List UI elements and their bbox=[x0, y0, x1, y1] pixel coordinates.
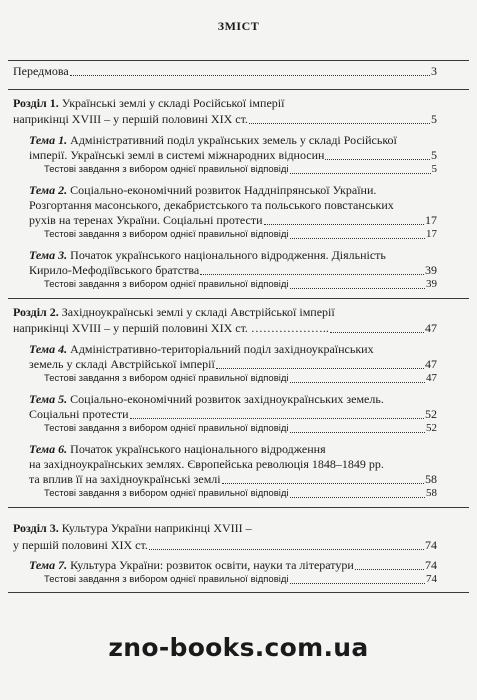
topic-entry-line[interactable]: Кирило-Мефодіївського братства 39 bbox=[29, 263, 437, 277]
topic-entry[interactable]: Тема 4. Адміністративно-територіальний поділ західноукраїнських bbox=[29, 342, 374, 356]
topic-entry-line[interactable]: Розгортання масонського, декабристського та польського повстанських bbox=[29, 198, 394, 212]
leader-dots bbox=[249, 123, 430, 124]
page-number: 3 bbox=[431, 64, 437, 78]
test-entry[interactable]: Тестові завдання з вибором однієї правильної відповіді 47 bbox=[44, 372, 437, 384]
topic-entry[interactable]: Тема 2. Соціально-економічний розвиток Наддніпрянської України. bbox=[29, 183, 377, 197]
section-heading-line[interactable]: наприкінці XVIII – у першій половині XIX ст. 5 bbox=[13, 112, 437, 126]
leader-dots bbox=[264, 224, 424, 225]
page-number: 39 bbox=[426, 278, 437, 290]
section-heading-line[interactable]: наприкінці XVIII – у першій половині XIX ст. ……………….. 47 bbox=[13, 321, 437, 335]
topic-entry[interactable]: Тема 3. Початок українського національного відродження. Діяльність bbox=[29, 248, 386, 262]
divider bbox=[8, 592, 469, 593]
leader-dots bbox=[70, 75, 430, 76]
page-number: 58 bbox=[425, 472, 437, 486]
page-number: 39 bbox=[425, 263, 437, 277]
page-number: 47 bbox=[425, 321, 437, 335]
test-entry[interactable]: Тестові завдання з вибором однієї правильної відповіді 5 bbox=[44, 163, 437, 175]
leader-dots bbox=[149, 549, 424, 550]
leader-dots bbox=[290, 382, 425, 383]
leader-dots bbox=[216, 368, 424, 369]
divider bbox=[8, 507, 469, 508]
page-number: 5 bbox=[431, 112, 437, 126]
leader-dots bbox=[330, 332, 424, 333]
test-entry[interactable]: Тестові завдання з вибором однієї правильної відповіді 39 bbox=[44, 278, 437, 290]
topic-entry-line[interactable]: рухів на теренах України. Соціальні протести 17 bbox=[29, 213, 437, 227]
page-number: 52 bbox=[425, 407, 437, 421]
divider bbox=[8, 89, 469, 90]
leader-dots bbox=[222, 483, 424, 484]
page-number: 17 bbox=[426, 228, 437, 240]
topic-entry[interactable]: Тема 5. Соціально-економічний розвиток західноукраїнських земель. bbox=[29, 392, 384, 406]
test-entry[interactable]: Тестові завдання з вибором однієї правильної відповіді 74 bbox=[44, 573, 437, 585]
test-entry[interactable]: Тестові завдання з вибором однієї правильної відповіді 58 bbox=[44, 487, 437, 499]
leader-dots bbox=[325, 159, 430, 160]
page-number: 74 bbox=[426, 573, 437, 585]
page-number: 47 bbox=[425, 357, 437, 371]
page-number: 58 bbox=[426, 487, 437, 499]
leader-dots bbox=[290, 238, 425, 239]
test-entry[interactable]: Тестові завдання з вибором однієї правильної відповіді 17 bbox=[44, 228, 437, 240]
page-number: 52 bbox=[426, 422, 437, 434]
topic-entry-line[interactable]: та вплив її на західноукраїнські землі 58 bbox=[29, 472, 437, 486]
page-number: 5 bbox=[431, 163, 437, 175]
leader-dots bbox=[290, 432, 425, 433]
page-title: ЗМІСТ bbox=[217, 19, 260, 33]
divider bbox=[8, 298, 469, 299]
section-heading[interactable]: Розділ 1. Українські землі у складі Російської імперії bbox=[13, 96, 285, 110]
leader-dots bbox=[290, 173, 431, 174]
topic-entry-line[interactable]: імперії. Українські землі в системі міжнародних відносин 5 bbox=[29, 148, 437, 162]
toc-entry-preface[interactable]: Передмова 3 bbox=[13, 64, 437, 78]
topic-entry[interactable]: Тема 1. Адміністративний поділ українських земель у складі Російської bbox=[29, 133, 397, 147]
page-number: 5 bbox=[431, 148, 437, 162]
test-entry[interactable]: Тестові завдання з вибором однієї правильної відповіді 52 bbox=[44, 422, 437, 434]
watermark: zno-books.com.ua bbox=[108, 633, 369, 662]
page-number: 17 bbox=[425, 213, 437, 227]
topic-entry[interactable]: Тема 6. Початок українського національного відродження bbox=[29, 442, 326, 456]
topic-entry-line[interactable]: земель у складі Австрійської імперії 47 bbox=[29, 357, 437, 371]
section-heading[interactable]: Розділ 3. Культура України наприкінці XVIII – bbox=[13, 521, 252, 535]
section-heading[interactable]: Розділ 2. Західноукраїнські землі у складі Австрійської імперії bbox=[13, 305, 335, 319]
leader-dots bbox=[290, 288, 425, 289]
leader-dots bbox=[290, 497, 425, 498]
topic-entry-line[interactable]: Соціальні протести 52 bbox=[29, 407, 437, 421]
leader-dots bbox=[130, 418, 424, 419]
leader-dots bbox=[290, 583, 425, 584]
leader-dots bbox=[200, 274, 424, 275]
divider bbox=[8, 60, 469, 61]
section-heading-line[interactable]: у першій половині XIX ст. 74 bbox=[13, 538, 437, 552]
topic-entry-line[interactable]: на західноукраїнських землях. Європейська революція 1848–1849 рр. bbox=[29, 457, 384, 471]
leader-dots bbox=[355, 569, 424, 570]
page-number: 74 bbox=[425, 538, 437, 552]
page-number: 74 bbox=[425, 558, 437, 572]
page-number: 47 bbox=[426, 372, 437, 384]
topic-entry[interactable]: Тема 7. Культура України: розвиток освіти, науки та літератури 74 bbox=[29, 558, 437, 572]
